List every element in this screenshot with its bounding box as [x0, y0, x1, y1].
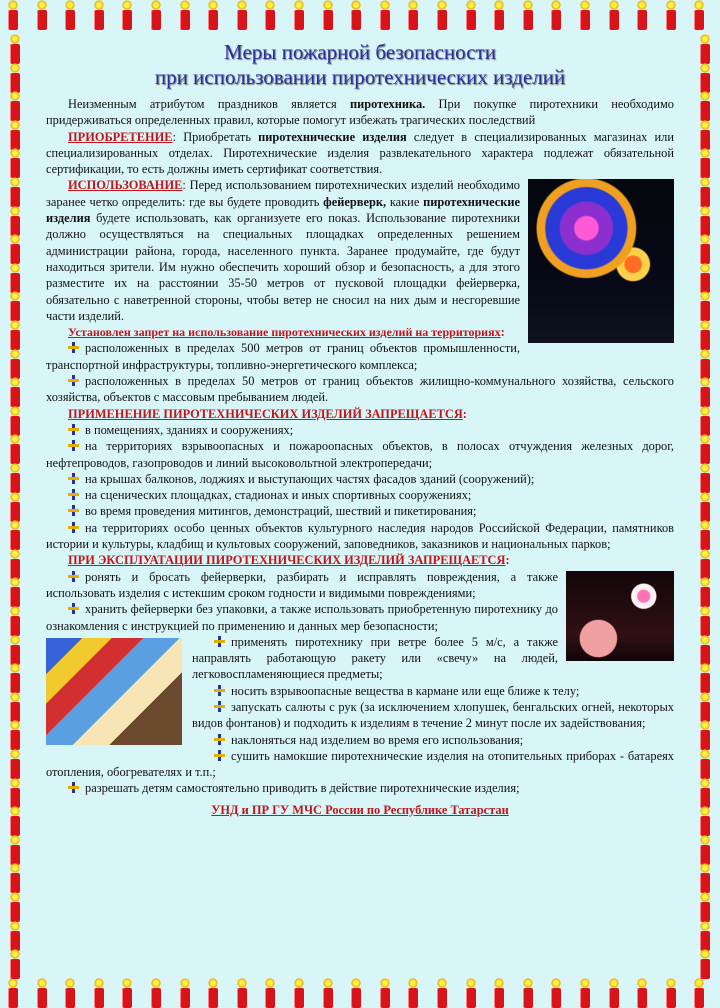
- operation-ban-item-1-text: ронять и бросать фейерверки, разбирать и исправлять повреждения, а также использовать изделия с истекшим сроком годности и видимыми повреждениями;: [46, 569, 558, 600]
- operation-ban-heading-line: [46, 552, 674, 568]
- operation-ban-item-3-text: применять пиротехнику при ветре более 5 м/с, а также направлять работающую ракету или «свечу» на людей, легковоспламеняющиеся предметы;: [192, 634, 558, 682]
- firecracker-icon: [10, 473, 20, 493]
- firecracker-icon: [408, 10, 418, 30]
- firecracker-icon: [122, 10, 132, 30]
- firecracker-icon: [10, 444, 20, 464]
- firecracker-icon: [94, 988, 104, 1008]
- firecracker-icon: [351, 988, 361, 1008]
- firecracker-icon: [700, 130, 710, 150]
- bullet-icon: [68, 375, 79, 386]
- firecracker-icon: [10, 816, 20, 836]
- use-ban-item-5-text: во время проведения митингов, демонстраций, шествий и пикетирования;: [85, 504, 477, 519]
- firecracker-icon: [700, 187, 710, 207]
- firecracker-icon: [380, 988, 390, 1008]
- firecracker-icon: [700, 416, 710, 436]
- firecracker-icon: [437, 10, 447, 30]
- purchase-text-start: : Приобретать: [172, 129, 259, 144]
- firecracker-icon: [408, 988, 418, 1008]
- firecracker-icon: [466, 10, 476, 30]
- firecracker-icon: [10, 244, 20, 264]
- use-ban-item-1-text: в помещениях, зданиях и сооружениях;: [85, 422, 294, 437]
- firecracker-icon: [551, 10, 561, 30]
- firecracker-icon: [700, 759, 710, 779]
- firecracker-icon: [208, 10, 218, 30]
- use-ban-item-6-text: на территориях особо ценных объектов культурного наследия народов Российской Федерации, памятников истории и культуры, кладбищ и культовых сооружений, заповедников, заказников и национальных парков;: [46, 520, 674, 552]
- firecracker-icon: [494, 10, 504, 30]
- purchase-heading: ПРИОБРЕТЕНИЕ: [68, 129, 173, 144]
- firecracker-icon: [700, 330, 710, 350]
- territory-ban-colon: :: [500, 325, 505, 340]
- firecracker-icon: [351, 10, 361, 30]
- use-ban-item-6: [46, 520, 674, 553]
- use-ban-item-4-text: на сценических площадках, стадионах и иных спортивных сооружениях;: [85, 488, 472, 503]
- bullet-icon: [68, 782, 79, 793]
- intro-start: Неизменным атрибутом праздников является: [68, 97, 350, 111]
- bullet-icon: [68, 603, 79, 614]
- firecracker-icon: [700, 873, 710, 893]
- operation-ban-item-5-text: запускать салюты с рук (за исключением хлопушек, бенгальских огней, некоторых видов фонтанов) и подходить к изделиям в течение 2 минут после их задействования;: [192, 699, 674, 731]
- firecracker-icon: [37, 988, 47, 1008]
- bullet-icon: [214, 734, 225, 745]
- firecracker-icon: [10, 616, 20, 636]
- firecracker-icon: [700, 559, 710, 579]
- firecracker-icon: [10, 216, 20, 236]
- purchase-bold: пиротехнические изделия: [258, 129, 407, 144]
- firecracker-icon: [10, 959, 20, 979]
- firecracker-icon: [10, 187, 20, 207]
- firecracker-icon: [700, 788, 710, 808]
- firecracker-icon: [10, 387, 20, 407]
- usage-bold-1: фейерверк,: [323, 194, 387, 209]
- firecracker-icon: [10, 73, 20, 93]
- firecracker-icon: [700, 273, 710, 293]
- firecracker-icon: [523, 988, 533, 1008]
- firecracker-icon: [10, 759, 20, 779]
- territory-ban-heading: Установлен запрет на использование пиротехнических изделий на территориях: [68, 325, 501, 340]
- firecracker-border-top: [0, 0, 720, 30]
- firecracker-icon: [10, 587, 20, 607]
- firecracker-icon: [700, 444, 710, 464]
- firecracker-icon: [10, 931, 20, 951]
- firecracker-icon: [609, 988, 619, 1008]
- bullet-icon: [68, 473, 79, 484]
- firecracker-icon: [208, 988, 218, 1008]
- use-ban-item-2-text: на территориях взрывоопасных и пожароопасных объектов, в полосах отчуждения железных дорог, нефтепроводов, газопроводов и линий высоковольтной электропередачи;: [46, 439, 674, 470]
- poster-title: [46, 40, 674, 90]
- firecracker-icon: [10, 101, 20, 121]
- firecracker-icon: [10, 130, 20, 150]
- firecracker-icon: [323, 988, 333, 1008]
- operation-ban-item-7-text: сушить намокшие пиротехнические изделия на отопительных приборах - батареях отопления, обогревателях и т.п.;: [46, 748, 674, 780]
- firecracker-icon: [700, 473, 710, 493]
- use-ban-item-3-text: на крышах балконов, лоджиях и выступающих частях фасадов зданий (сооружений);: [85, 471, 535, 486]
- firecracker-icon: [700, 530, 710, 550]
- firecracker-icon: [700, 73, 710, 93]
- firecracker-icon: [700, 645, 710, 665]
- firecracker-icon: [10, 788, 20, 808]
- firecracker-icon: [94, 10, 104, 30]
- firecracker-icon: [10, 359, 20, 379]
- firecracker-icon: [151, 10, 161, 30]
- firecracker-icon: [700, 587, 710, 607]
- bullet-icon: [68, 505, 79, 516]
- use-ban-colon: :: [462, 406, 467, 421]
- intro-bold: пиротехника.: [349, 97, 426, 111]
- use-ban-heading-line: [46, 406, 674, 422]
- territory-ban-item-1-text: расположенных в пределах 500 метров от границ объектов промышленности, транспортной инфраструктуры, топливно-энергетического комплекса;: [46, 341, 520, 372]
- purchase-text-end: следует в специализированных магазинах или специализированных отделах. Пиротехнические изделия развлекательного характера подлежат обязательной сертификации, то есть должны иметь сертификат соответствия.: [46, 129, 674, 177]
- firecracker-icon: [237, 10, 247, 30]
- firecracker-icon: [10, 673, 20, 693]
- firecracker-icon: [700, 931, 710, 951]
- firecracker-icon: [380, 10, 390, 30]
- firecracker-icon: [666, 988, 676, 1008]
- firecracker-icon: [323, 10, 333, 30]
- firecracker-icon: [10, 873, 20, 893]
- intro-end: При покупке пиротехники необходимо придерживаться определенных правил, которые помогут избежать трагических последствий: [46, 97, 674, 128]
- poster-content: [46, 40, 674, 968]
- bullet-icon: [68, 489, 79, 500]
- firecracker-icon: [10, 902, 20, 922]
- firecracker-icon: [10, 845, 20, 865]
- title-line-2: при использовании пиротехнических изделий: [154, 65, 566, 89]
- title-line-1: Меры пожарной безопасности: [224, 40, 496, 64]
- firecracker-icon: [180, 988, 190, 1008]
- firecracker-icon: [10, 158, 20, 178]
- footer-signature: УНД и ПР ГУ МЧС России по Республике Татарстан: [211, 802, 509, 817]
- firecracker-icon: [265, 10, 275, 30]
- firecracker-icon: [10, 530, 20, 550]
- operation-ban-colon: :: [505, 553, 510, 568]
- operation-ban-item-7: [46, 748, 674, 781]
- firecracker-icon: [10, 44, 20, 64]
- firecracker-icon: [10, 330, 20, 350]
- firecracker-icon: [466, 988, 476, 1008]
- usage-bold-2: пиротехнические изделия: [46, 194, 520, 226]
- use-ban-item-3: [46, 471, 674, 487]
- firecracker-icon: [700, 502, 710, 522]
- firecracker-icon: [700, 902, 710, 922]
- firecracker-icon: [122, 988, 132, 1008]
- use-ban-item-1: [46, 422, 674, 438]
- firecracker-icon: [237, 988, 247, 1008]
- firecracker-icon: [700, 216, 710, 236]
- firecracker-icon: [294, 10, 304, 30]
- firecracker-icon: [551, 988, 561, 1008]
- use-ban-item-5: [46, 503, 674, 519]
- bullet-icon: [214, 701, 225, 712]
- firecracker-icon: [700, 244, 710, 264]
- bullet-icon: [68, 571, 79, 582]
- firecracker-icon: [65, 10, 75, 30]
- use-ban-item-4: [46, 487, 674, 503]
- bullet-icon: [214, 750, 225, 761]
- firecracker-icon: [637, 988, 647, 1008]
- firecracker-icon: [523, 10, 533, 30]
- operation-ban-item-4-text: носить взрывоопасные вещества в кармане или еще ближе к телу;: [231, 683, 580, 698]
- firecracker-icon: [10, 645, 20, 665]
- firecracker-icon: [700, 673, 710, 693]
- usage-text-2: какие: [386, 194, 424, 209]
- firecracker-icon: [10, 301, 20, 321]
- use-ban-heading: ПРИМЕНЕНИЕ ПИРОТЕХНИЧЕСКИХ ИЗДЕЛИЙ ЗАПРЕЩАЕТСЯ: [68, 406, 463, 421]
- firecracker-icon: [609, 10, 619, 30]
- firecracker-icon: [700, 730, 710, 750]
- usage-text-3: будете использовать, как организуете его показ. Использование пиротехники должно осуществляться на специальных площадках определенных решением администрации района, города, населенного пункта. Заранее продумайте, где будут находиться зрители. Им нужно обеспечить хороший обзор и безопасность, а для этого разместите их на расстоянии 35-50 метров от пусковой площадки фейерверка, обязательно с наветренной стороны, чтобы ветер не сносил на них дым и несгоревшие части изделий.: [46, 211, 520, 323]
- bullet-icon: [68, 522, 79, 533]
- firecracker-icon: [700, 359, 710, 379]
- operation-ban-item-6-text: наклоняться над изделием во время его использования;: [231, 732, 524, 747]
- bullet-icon: [68, 440, 79, 451]
- firecracker-icon: [700, 616, 710, 636]
- firecracker-icon: [700, 845, 710, 865]
- firecracker-icon: [637, 10, 647, 30]
- firecracker-icon: [700, 702, 710, 722]
- bullet-icon: [68, 424, 79, 435]
- bullet-icon: [214, 685, 225, 696]
- operation-ban-item-8: [46, 780, 674, 796]
- operation-ban-heading: ПРИ ЭКСПЛУАТАЦИИ ПИРОТЕХНИЧЕСКИХ ИЗДЕЛИЙ ЗАПРЕЩАЕТСЯ: [68, 553, 506, 568]
- firecracker-icon: [580, 10, 590, 30]
- firecracker-icon: [151, 988, 161, 1008]
- use-ban-item-2: [46, 438, 674, 471]
- firecracker-icon: [700, 158, 710, 178]
- bullet-icon: [68, 342, 79, 353]
- sparkler-photo: [566, 571, 674, 661]
- firecracker-icon: [580, 988, 590, 1008]
- firecracker-icon: [700, 387, 710, 407]
- firecracker-icon: [700, 816, 710, 836]
- firecracker-icon: [294, 988, 304, 1008]
- firecracker-icon: [65, 988, 75, 1008]
- firecracker-icon: [700, 959, 710, 979]
- firecracker-icon: [700, 44, 710, 64]
- purchase-paragraph: [46, 129, 674, 178]
- firecracker-icon: [265, 988, 275, 1008]
- bullet-icon: [214, 636, 225, 647]
- firecracker-border-right: [690, 0, 720, 1008]
- firecracker-border-left: [0, 0, 30, 1008]
- firecracker-icon: [10, 730, 20, 750]
- territory-ban-item-2: [46, 373, 674, 406]
- usage-text-1: : Перед использованием пиротехнических изделий необходимо заранее четко определить: где вы будете проводить: [46, 178, 520, 209]
- operation-ban-item-2-text: хранить фейерверки без упаковки, а также использовать приобретенную пиротехнику до ознакомления с инструкцией по применению и данных мер безопасности;: [46, 602, 558, 633]
- firecracker-icon: [37, 10, 47, 30]
- intro-paragraph: [46, 96, 674, 129]
- firecracker-icon: [180, 10, 190, 30]
- firecracker-icon: [700, 301, 710, 321]
- territory-ban-item-2-text: расположенных в пределах 50 метров от границ объектов жилищно-коммунального хозяйства, сельского хозяйства, объектов с массовым пребыванием людей.: [46, 374, 674, 405]
- operation-ban-item-8-text: разрешать детям самостоятельно приводить в действие пиротехнические изделия;: [85, 781, 520, 796]
- territory-ban-item-1: [46, 340, 674, 373]
- pyrotechnics-photo: [46, 638, 182, 745]
- firecracker-icon: [10, 273, 20, 293]
- firecracker-icon: [666, 10, 676, 30]
- firecracker-icon: [10, 502, 20, 522]
- usage-heading: ИСПОЛЬЗОВАНИЕ: [68, 178, 183, 193]
- firecracker-icon: [10, 416, 20, 436]
- firecracker-icon: [700, 101, 710, 121]
- fireworks-photo: [528, 179, 674, 343]
- firecracker-icon: [437, 988, 447, 1008]
- firecracker-icon: [494, 988, 504, 1008]
- firecracker-border-bottom: [0, 978, 720, 1008]
- firecracker-icon: [10, 559, 20, 579]
- firecracker-icon: [10, 702, 20, 722]
